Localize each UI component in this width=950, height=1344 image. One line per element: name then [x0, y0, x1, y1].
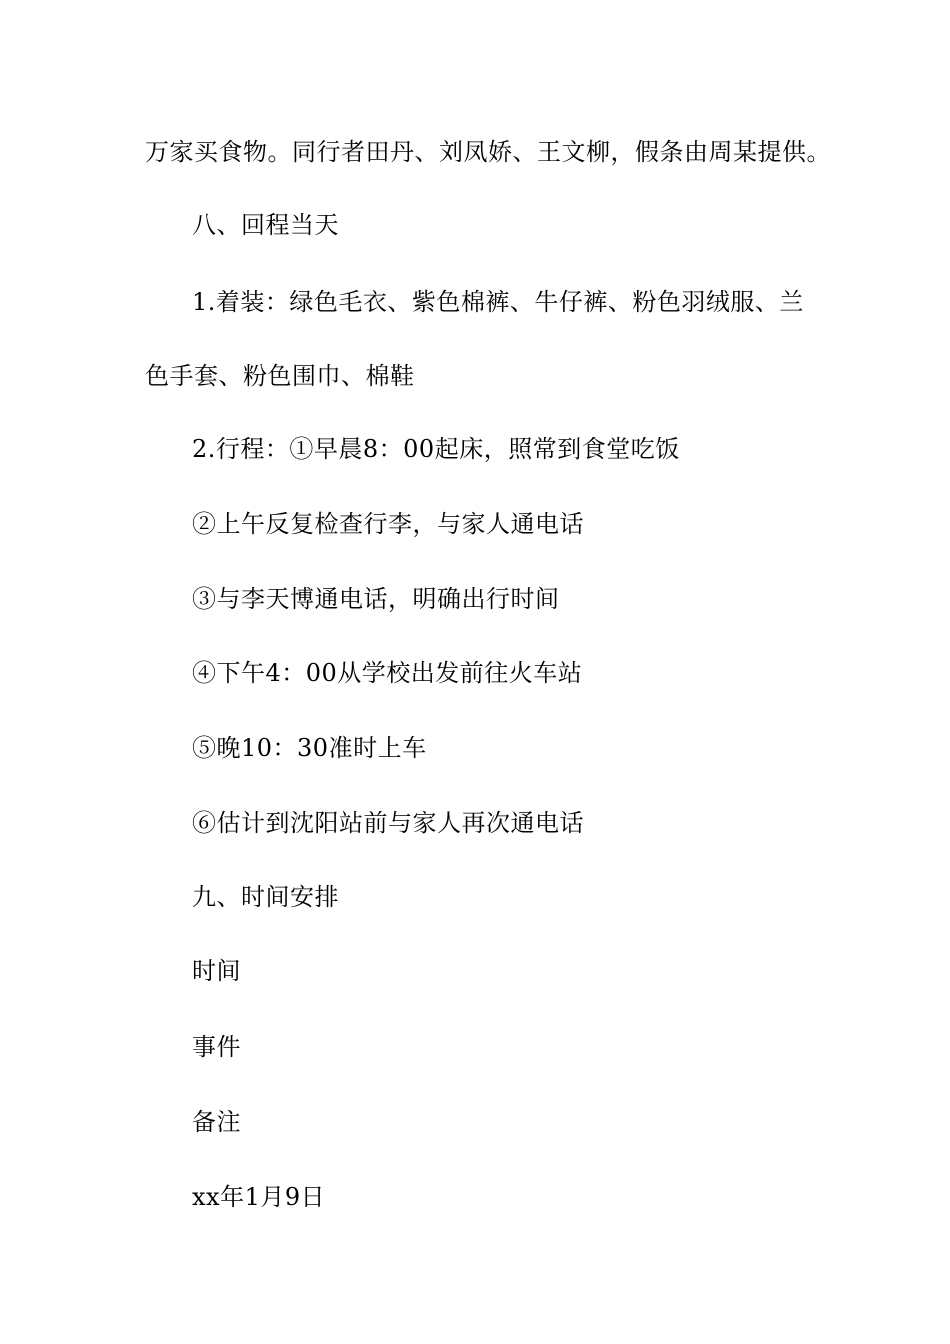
- clothing-item: 1.着装：绿色毛衣、紫色棉裤、牛仔裤、粉色羽绒服、兰: [192, 288, 804, 316]
- paragraph-continuation: 万家买食物。同行者田丹、刘凤娇、王文柳，假条由周某提供。: [145, 138, 831, 166]
- itinerary-item: 2.行程：①早晨8：00起床，照常到食堂吃饭: [192, 435, 680, 463]
- section-heading-schedule: 九、时间安排: [192, 883, 339, 911]
- table-cell-date: xx年1月9日: [192, 1183, 326, 1211]
- table-header-event: 事件: [192, 1033, 241, 1061]
- itinerary-step: ③与李天博通电话，明确出行时间: [192, 585, 560, 613]
- table-header-time: 时间: [192, 957, 241, 985]
- table-header-notes: 备注: [192, 1108, 241, 1136]
- itinerary-step: ⑥估计到沈阳站前与家人再次通电话: [192, 809, 584, 837]
- section-heading-return-day: 八、回程当天: [192, 211, 339, 239]
- clothing-item-continuation: 色手套、粉色围巾、棉鞋: [145, 362, 415, 390]
- itinerary-step: ②上午反复检查行李，与家人通电话: [192, 510, 584, 538]
- itinerary-step: ④下午4：00从学校出发前往火车站: [192, 659, 583, 687]
- itinerary-step: ⑤晚10：30准时上车: [192, 734, 427, 762]
